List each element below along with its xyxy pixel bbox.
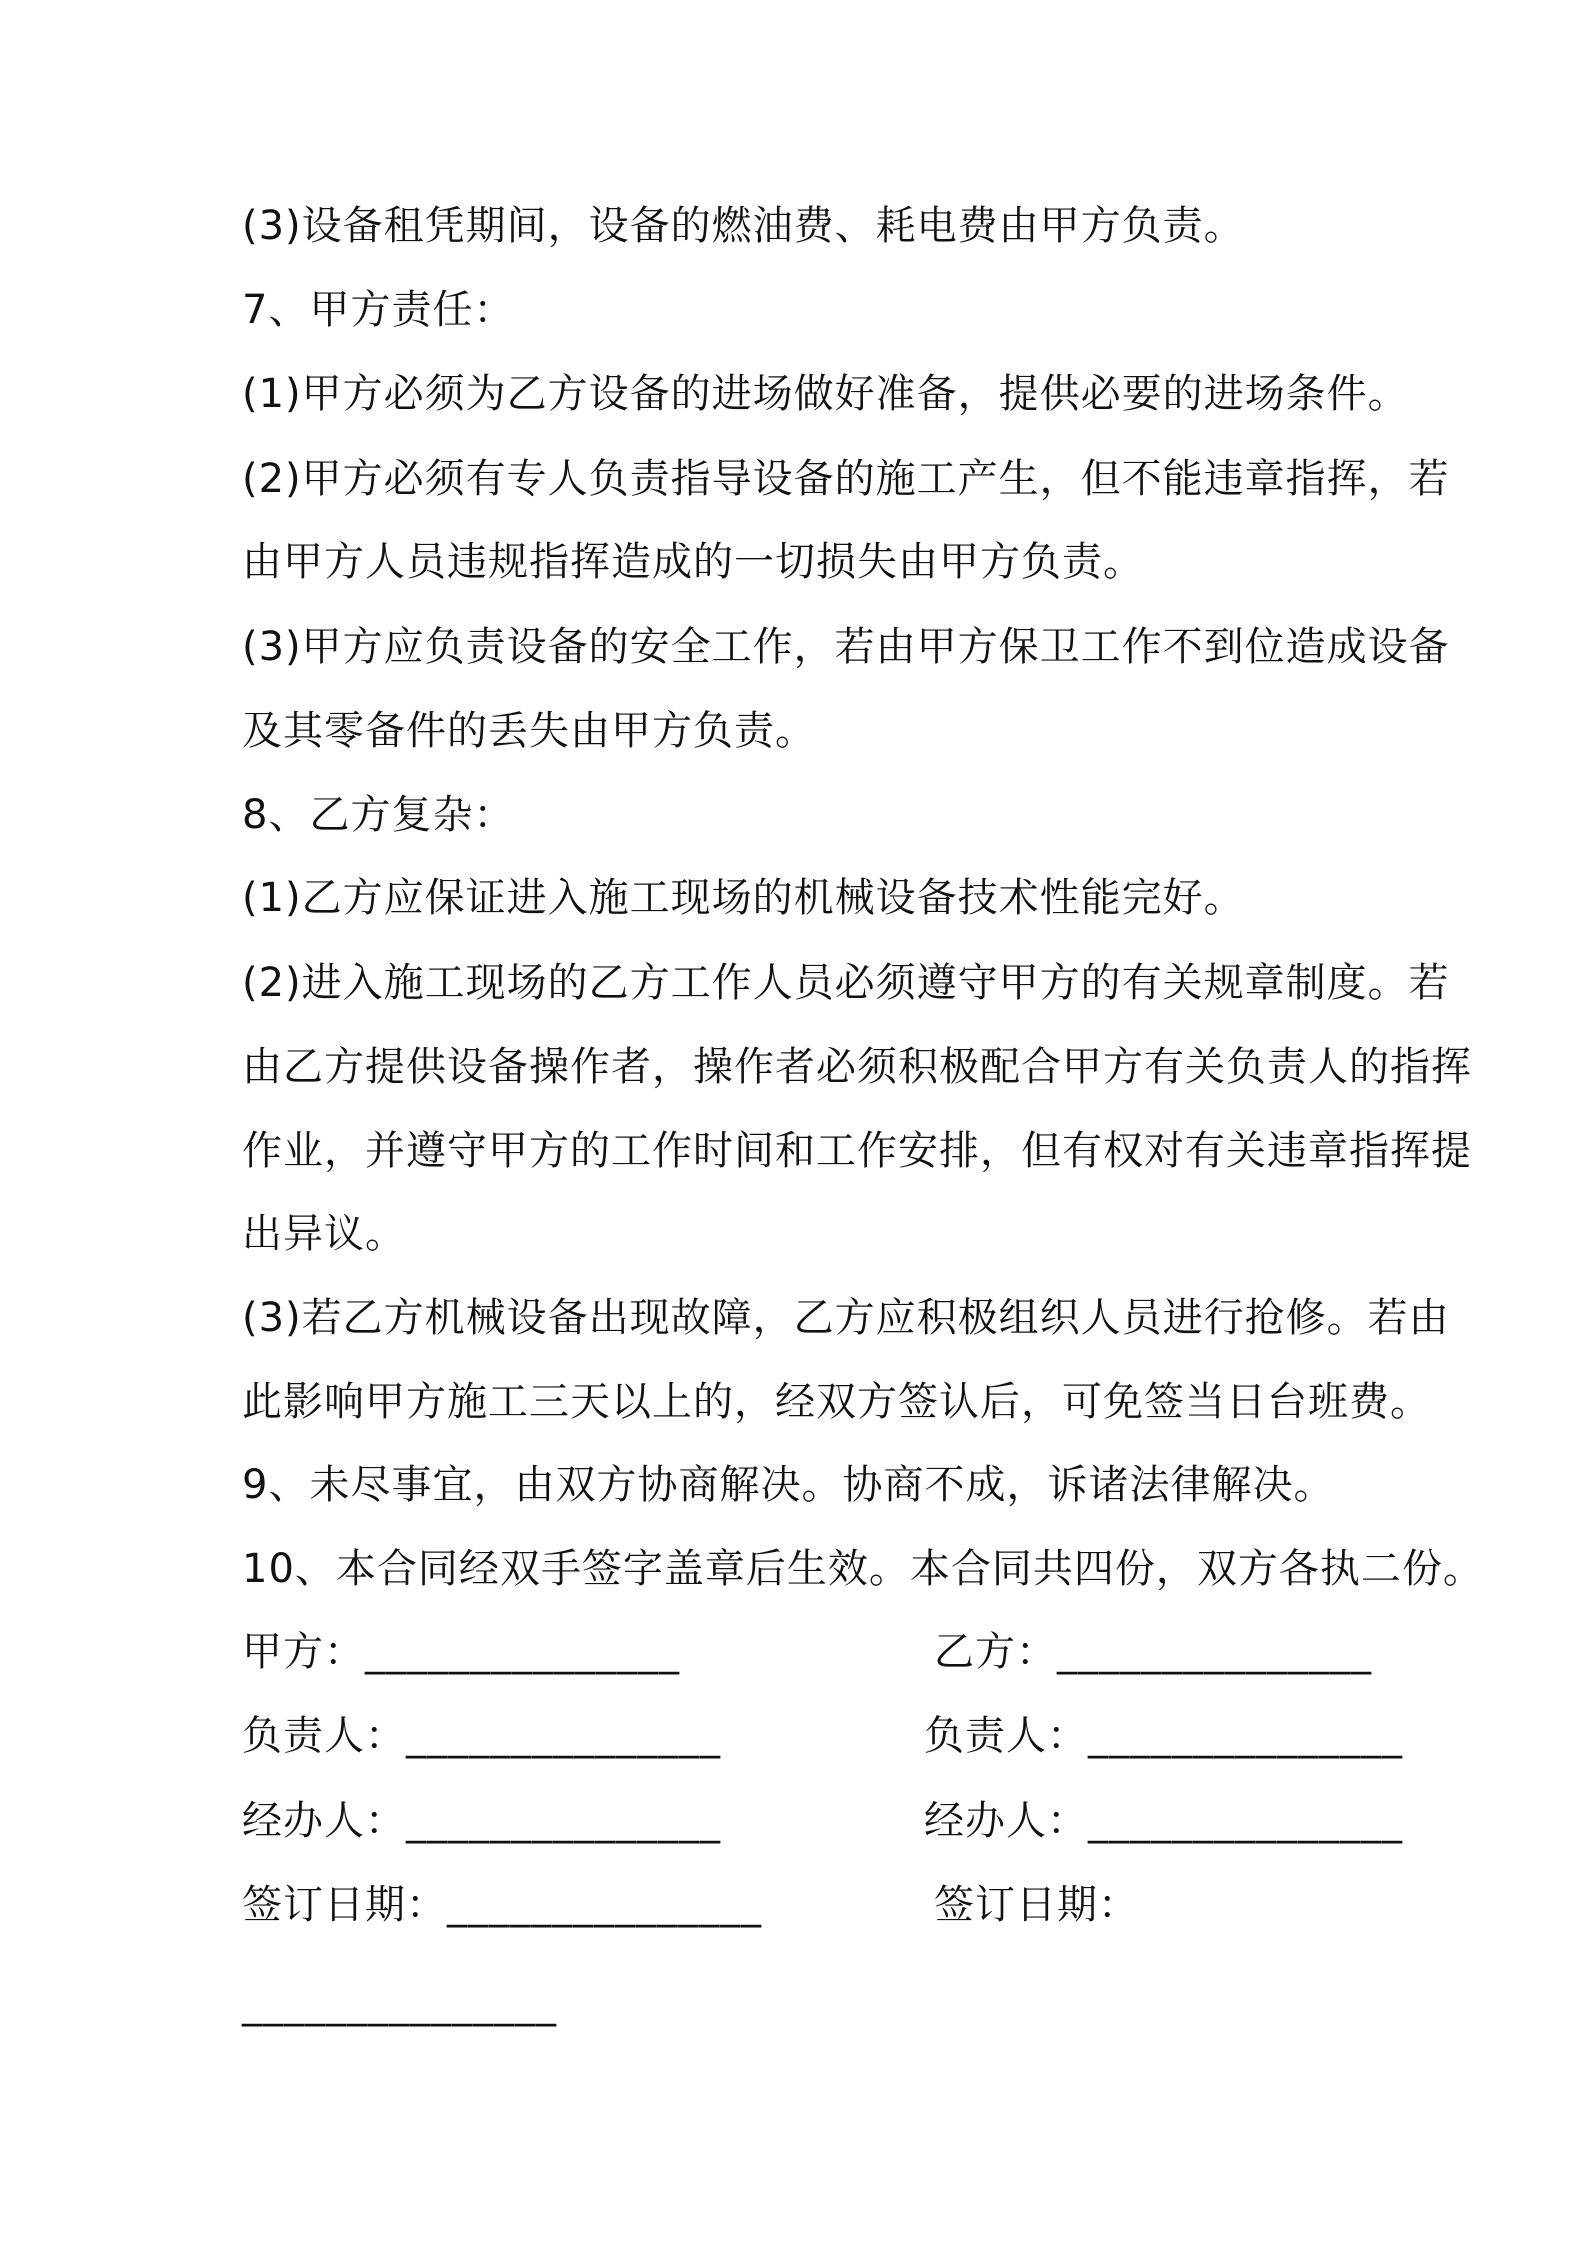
paragraph-line: (1)乙方应保证进入施工现场的机械设备技术性能完好。: [242, 875, 1245, 921]
paragraph-line: (3)设备租凭期间，设备的燃油费、耗电费由甲方负责。: [242, 203, 1245, 249]
paragraph-line: (2)甲方必须有专人负责指导设备的施工产生，但不能违章指挥，若: [242, 456, 1450, 502]
paragraph-line: 由乙方提供设备操作者，操作者必须积极配合甲方有关负责人的指挥: [242, 1044, 1472, 1090]
paragraph-line: (3)甲方应负责设备的安全工作，若由甲方保卫工作不到位造成设备: [242, 624, 1450, 670]
paragraph-line: 由甲方人员违规指挥造成的一切损失由甲方负责。: [242, 539, 1144, 585]
section-heading: 8、乙方复杂：: [242, 792, 515, 838]
paragraph-line: 10、本合同经双手签字盖章后生效。本合同共四份，双方各执二份。: [242, 1546, 1484, 1592]
party-a-responsible-field: 负责人：_______________: [242, 1713, 721, 1759]
section-heading: 7、甲方责任：: [242, 287, 515, 333]
party-b-handler-field: 经办人：_______________: [924, 1798, 1403, 1844]
paragraph-line: 作业，并遵守甲方的工作时间和工作安排，但有权对有关违章指挥提: [242, 1128, 1472, 1174]
party-b-responsible-field: 负责人：_______________: [924, 1713, 1403, 1759]
paragraph-line: (3)若乙方机械设备出现故障，乙方应积极组织人员进行抢修。若由: [242, 1295, 1450, 1341]
paragraph-line: 9、未尽事宜，由双方协商解决。协商不成，诉诸法律解决。: [242, 1462, 1335, 1508]
party-a-handler-field: 经办人：_______________: [242, 1798, 721, 1844]
party-b-field: 乙方：_______________: [934, 1629, 1372, 1675]
paragraph-line: (1)甲方必须为乙方设备的进场做好准备，提供必要的进场条件。: [242, 371, 1409, 417]
party-a-date-field: 签订日期：_______________: [242, 1882, 762, 1928]
party-a-field: 甲方：_______________: [242, 1629, 680, 1675]
paragraph-line: 此影响甲方施工三天以上的，经双方签认后，可免签当日台班费。: [242, 1379, 1431, 1425]
paragraph-line: 出异议。: [242, 1211, 406, 1257]
paragraph-line: (2)进入施工现场的乙方工作人员必须遵守甲方的有关规章制度。若: [242, 960, 1450, 1006]
party-b-date-field: 签订日期：: [934, 1882, 1139, 1928]
paragraph-line: 及其零备件的丢失由甲方负责。: [242, 708, 816, 754]
party-b-date-line: _______________: [242, 1981, 557, 2027]
